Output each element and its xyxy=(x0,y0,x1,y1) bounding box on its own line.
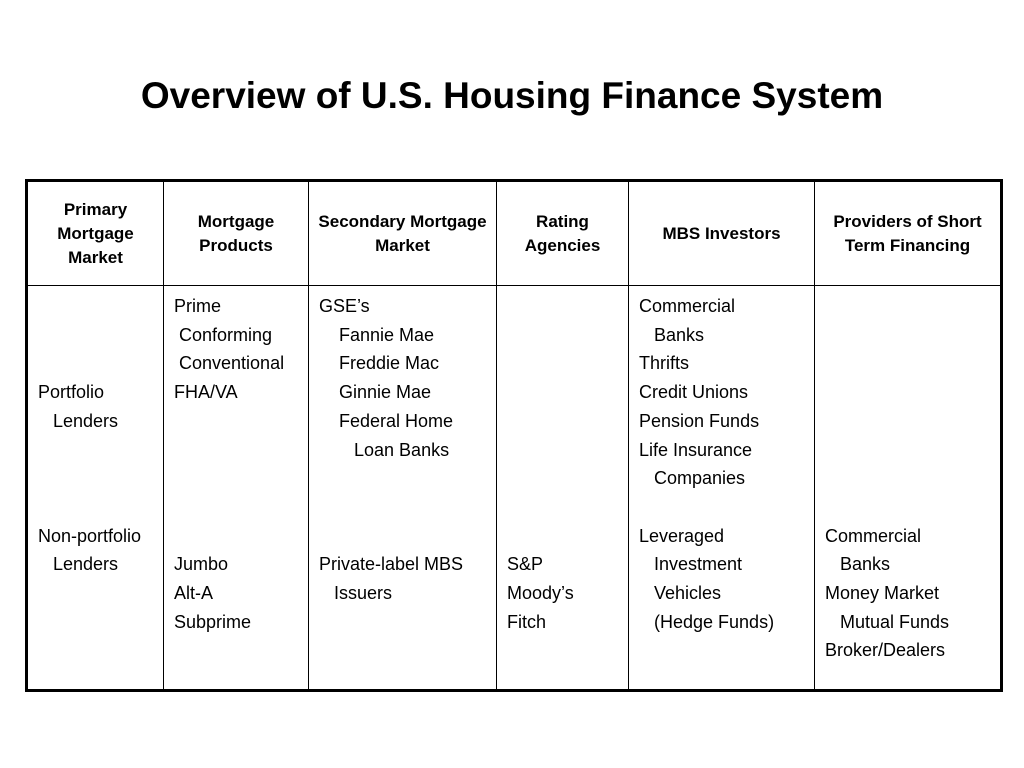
header-mbs-investors: MBS Investors xyxy=(629,181,815,286)
cell-mortgage-products: Prime Conforming Conventional FHA/VA Jumbo Alt-A Subprime xyxy=(164,286,309,691)
cell-secondary-mortgage-market: GSE’s Fannie Mae Freddie Mac Ginnie Mae Federal Home Loan Banks Private-label MBS Issuers xyxy=(309,286,497,691)
header-primary-mortgage-market: Primary Mortgage Market xyxy=(27,181,164,286)
header-rating-agencies: Rating Agencies xyxy=(497,181,629,286)
header-row xyxy=(27,181,1002,286)
cell-mbs-investors: Commercial Banks Thrifts Credit Unions Pension Funds Life Insurance Companies Leveraged Investment Vehicles (Hedge Funds) xyxy=(629,286,815,691)
header-short-term-financing: Providers of Short Term Financing xyxy=(815,181,1002,286)
header-mortgage-products: Mortgage Products xyxy=(164,181,309,286)
header-secondary-mortgage-market: Secondary Mortgage Market xyxy=(309,181,497,286)
slide-title: Overview of U.S. Housing Finance System xyxy=(140,75,884,116)
body-row xyxy=(27,286,1002,691)
cell-rating-agencies: S&P Moody’s Fitch xyxy=(497,286,629,691)
cell-primary-mortgage-market: Portfolio Lenders Non-portfolio Lenders xyxy=(27,286,164,691)
cell-short-term-financing: Commercial Banks Money Market Mutual Funds Broker/Dealers xyxy=(815,286,1002,691)
housing-finance-table xyxy=(25,179,1003,692)
